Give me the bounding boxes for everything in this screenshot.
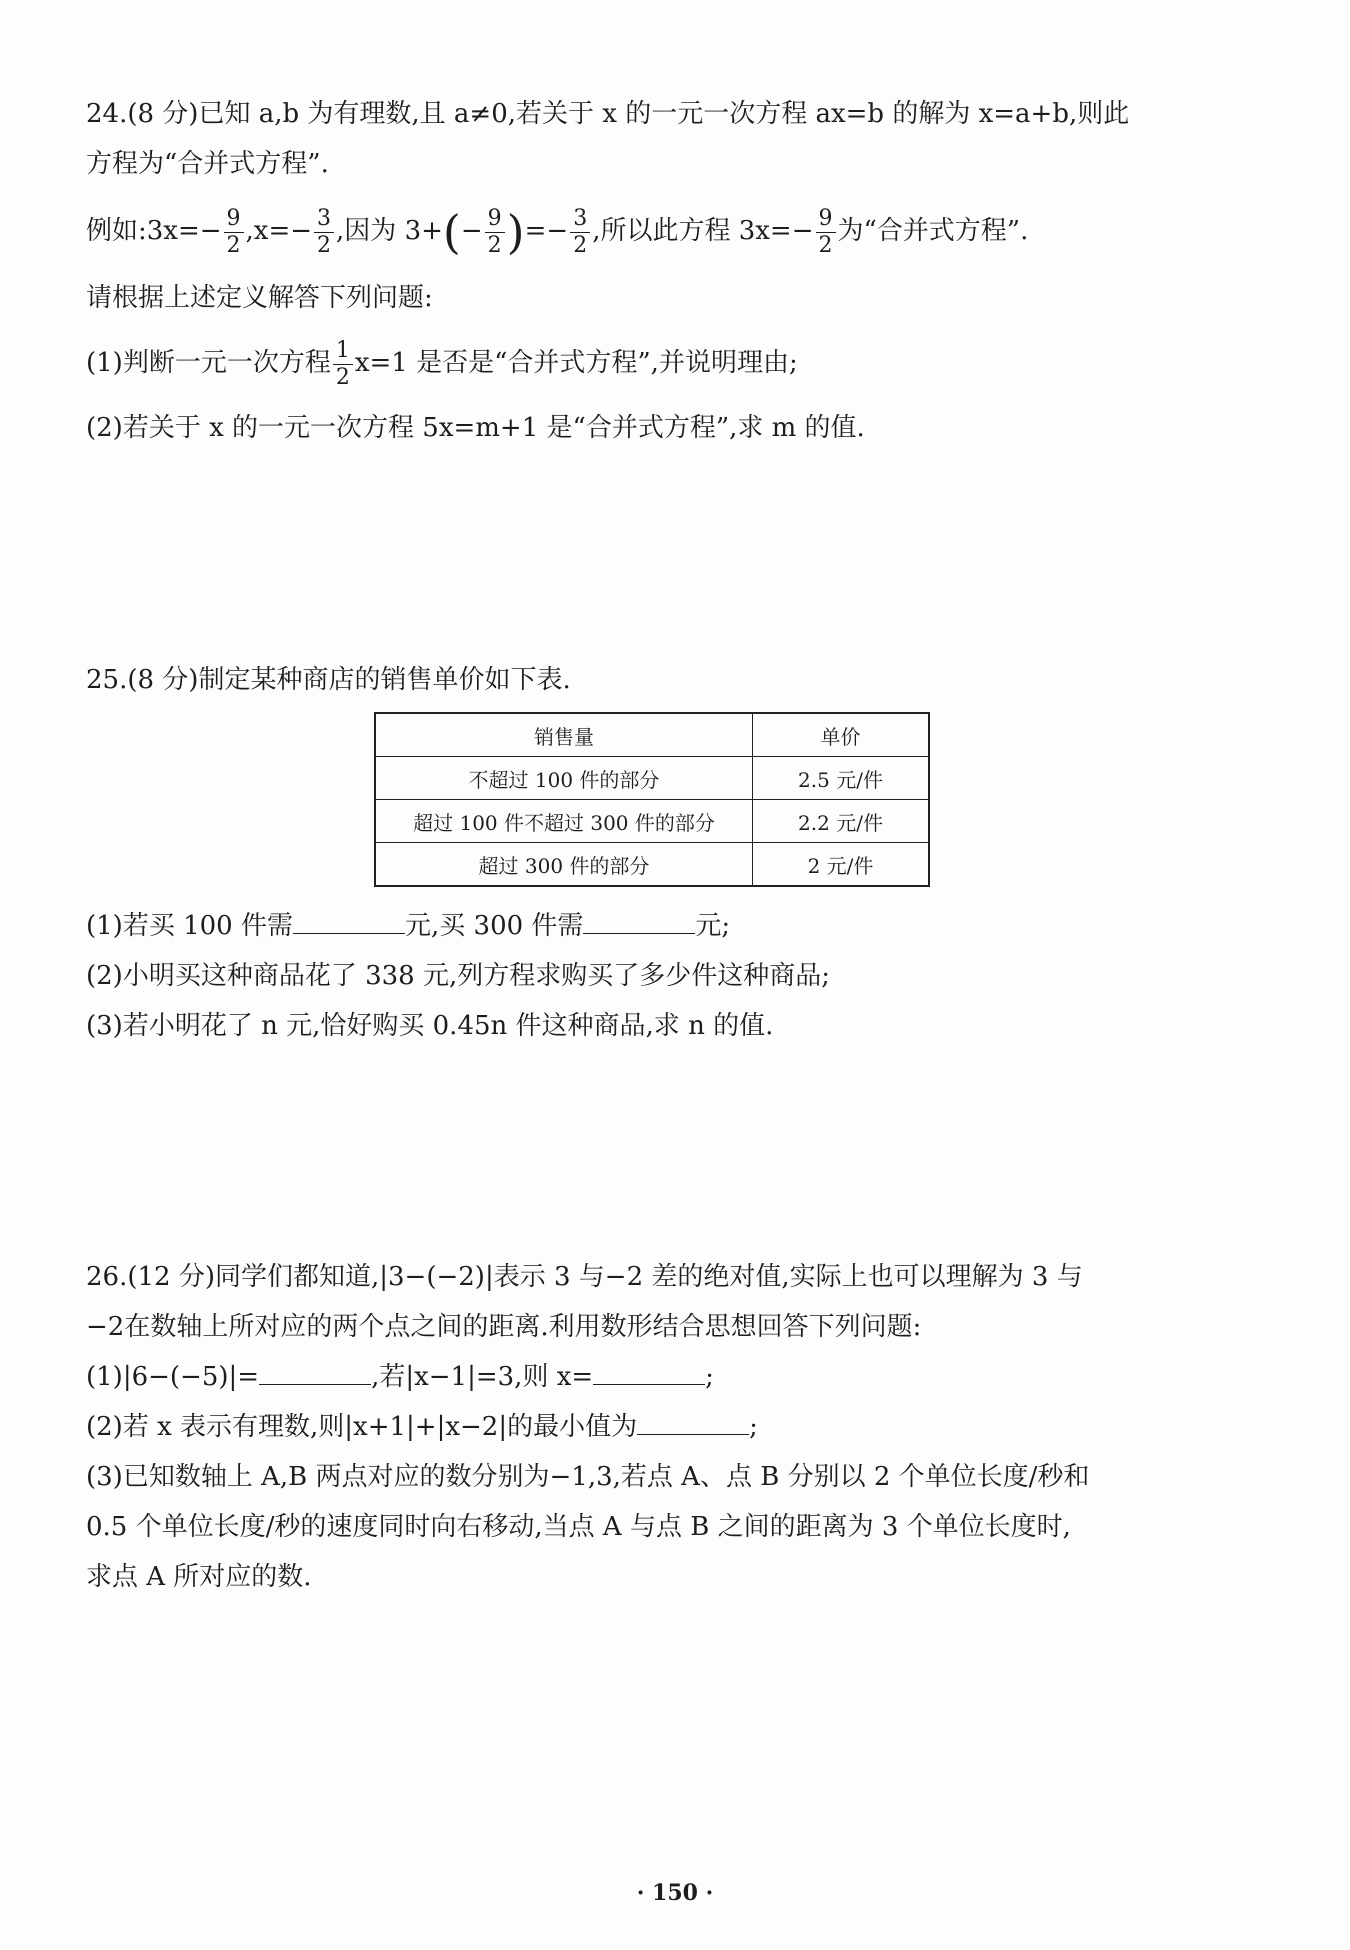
q25-part1-text: (1)若买 100 件需 (86, 911, 293, 941)
q24-example-text: ,x=− (245, 216, 313, 246)
fraction: $\frac{3}{2}$ (314, 208, 334, 257)
q26-part3-line1: (3)已知数轴上 A,B 两点对应的数分别为−1,3,若点 A、点 B 分别以 2 个单位长度/秒和 (86, 1462, 1090, 1492)
q26-part1-text: ,若|x−1|=3,则 x= (371, 1362, 594, 1392)
q26-part3-line3: 求点 A 所对应的数. (86, 1562, 312, 1592)
fraction: $\frac{9}{2}$ (224, 208, 244, 257)
fraction: $\frac{3}{2}$ (570, 208, 590, 257)
q26-line2: −2在数轴上所对应的两个点之间的距离.利用数形结合思想回答下列问题: (86, 1312, 922, 1342)
answer-blank[interactable] (637, 1408, 749, 1435)
q26-part2-text: (2)若 x 表示有理数,则|x+1|+|x−2|的最小值为 (86, 1412, 638, 1442)
q24-line1: 24.(8 分)已知 a,b 为有理数,且 a≠0,若关于 x 的一元一次方程 ax=b 的解为 x=a+b,则此 (86, 99, 1130, 129)
table-header-cell: 单价 (753, 713, 930, 757)
table-row (375, 800, 929, 843)
table-cell: 超过 100 件不超过 300 件的部分 (375, 800, 753, 843)
q26-part1-text: (1)|6−(−5)|= (86, 1362, 260, 1392)
q24-part1-text: x=1 是否是“合并式方程”,并说明理由; (354, 348, 798, 378)
table-cell: 超过 300 件的部分 (375, 843, 753, 887)
table-cell: 2.5 元/件 (753, 757, 930, 800)
fraction: $\frac{9}{2}$ (485, 208, 505, 257)
table-cell: 2.2 元/件 (753, 800, 930, 843)
page-number: · 150 · (636, 1880, 714, 1906)
q24-example-text: =− (524, 216, 569, 246)
q24-part1-text: (1)判断一元一次方程 (86, 348, 331, 378)
answer-blank[interactable] (593, 1358, 705, 1385)
table-cell: 2 元/件 (753, 843, 930, 887)
paren-open: ( (442, 205, 461, 259)
q25-part1-text: 元; (695, 911, 731, 941)
q24-example-text: 例如:3x=− (86, 216, 222, 246)
q24-example-text: 为“合并式方程”. (837, 216, 1029, 246)
q24-part1 (86, 338, 1290, 388)
paren-close: ) (506, 205, 525, 259)
q24-example: 例如:3x=− $\frac{9}{2}$ ,x=− $\frac{3}{2}$ ,因为 3+(− $\frac{9}{2}$ )=− $\frac{3}{2}$ ,所以此方程 3x=− $\frac{9}{2}$ 为“合并式方程”. (86, 205, 1029, 259)
q26-line1: 26.(12 分)同学们都知道,|3−(−2)|表示 3 与−2 差的绝对值,实际上也可以理解为 3 与 (86, 1262, 1083, 1292)
q25-line1: 25.(8 分)制定某种商店的销售单价如下表. (86, 665, 571, 695)
q26-part1 (86, 1357, 1290, 1397)
q24-example-text: ,因为 3+ (336, 216, 443, 246)
q26-part2-text: ; (749, 1412, 758, 1442)
answer-blank[interactable] (583, 907, 695, 934)
table-row (375, 843, 929, 887)
q26-part1-text: ; (705, 1362, 714, 1392)
answer-blank[interactable] (293, 907, 405, 934)
q24-instruction: 请根据上述定义解答下列问题: (86, 283, 433, 313)
q24-line2: 方程为“合并式方程”. (86, 149, 329, 179)
table-header-cell: 销售量 (375, 713, 753, 757)
q25-part3: (3)若小明花了 n 元,恰好购买 0.45n 件这种商品,求 n 的值. (86, 1011, 774, 1041)
table-header-row (375, 713, 929, 757)
q25-part1 (86, 906, 1290, 946)
q24-part2: (2)若关于 x 的一元一次方程 5x=m+1 是“合并式方程”,求 m 的值. (86, 413, 865, 443)
q24-example-text: ,所以此方程 3x=− (592, 216, 814, 246)
q26-part3-line2: 0.5 个单位长度/秒的速度同时向右移动,当点 A 与点 B 之间的距离为 3 个单位长度时, (86, 1512, 1071, 1542)
fraction: $\frac{9}{2}$ (816, 208, 836, 257)
table-cell: 不超过 100 件的部分 (375, 757, 753, 800)
answer-blank[interactable] (259, 1358, 371, 1385)
q25-part1-text: 元,买 300 件需 (405, 911, 584, 941)
table-row (375, 757, 929, 800)
q25-part2: (2)小明买这种商品花了 338 元,列方程求购买了多少件这种商品; (86, 961, 831, 991)
fraction: $\frac{1}{2}$ (333, 340, 353, 389)
price-table (374, 712, 930, 887)
q26-part2 (86, 1407, 1290, 1447)
